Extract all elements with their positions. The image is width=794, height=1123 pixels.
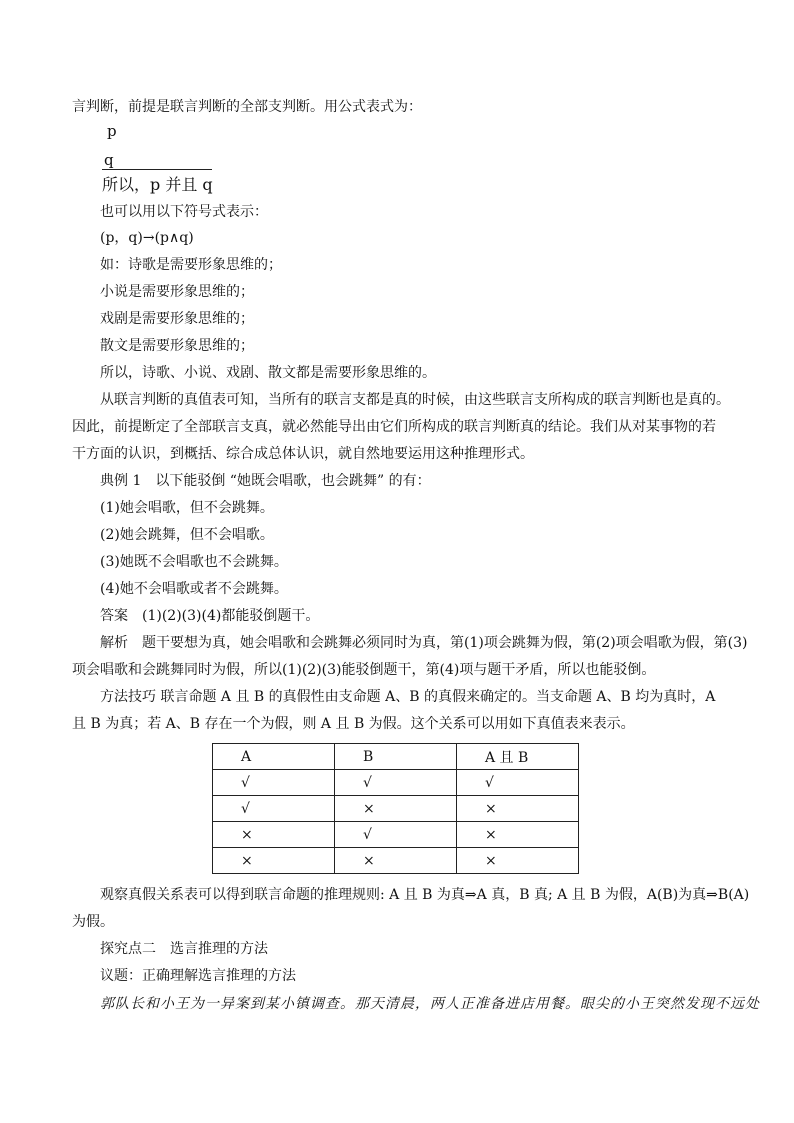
formula-conclusion: 所以，p 并且 q (102, 175, 213, 194)
table-cell: √ (213, 770, 335, 796)
table-cell: √ (457, 770, 579, 796)
table-header-cell: A 且 B (457, 744, 579, 770)
formula-divider (102, 169, 212, 170)
table-cell: × (457, 796, 579, 822)
table-header-cell: B (335, 744, 457, 770)
truth-paragraph-line-2: 因此，前提断定了全部联言支真，就必然能导出由它们所构成的联言判断真的结论。我们从对某事物的若 (72, 419, 716, 435)
answer: 答案 (1)(2)(3)(4)都能驳倒题干。 (100, 608, 320, 624)
table-header-cell: A (213, 744, 335, 770)
table-cell: × (213, 822, 335, 848)
example-line-2: 小说是需要形象思维的； (100, 284, 254, 300)
symbolic-intro: 也可以用以下符号式表示： (100, 204, 268, 220)
example-line-3: 戏剧是需要形象思维的； (100, 311, 254, 327)
section-heading: 探究点二 选言推理的方法 (100, 941, 268, 957)
table-cell: √ (213, 796, 335, 822)
option-1: (1)她会唱歌，但不会跳舞。 (100, 500, 274, 516)
table-cell: × (457, 822, 579, 848)
symbolic-formula: (p，q)→(p∧q) (100, 230, 194, 246)
method-line-2: 且 B 为真；若 A、B 存在一个为假，则 A 且 B 为假。这个关系可以用如下真值表来表示。 (72, 716, 635, 732)
truth-paragraph-line-1: 从联言判断的真值表可知，当所有的联言支都是真的时候，由这些联言支所构成的联言判断也是真的。 (100, 392, 730, 408)
truth-table (212, 743, 579, 874)
table-row (213, 822, 579, 848)
table-row (213, 770, 579, 796)
formula-premise-p: p (107, 122, 117, 140)
example-line-4: 散文是需要形象思维的； (100, 338, 254, 354)
observe-line-2: 为假。 (72, 914, 114, 930)
table-cell: × (457, 848, 579, 874)
table-cell: √ (335, 822, 457, 848)
option-3: (3)她既不会唱歌也不会跳舞。 (100, 554, 288, 570)
table-cell: × (335, 796, 457, 822)
table-header-row (213, 744, 579, 770)
table-row (213, 848, 579, 874)
table-cell: × (335, 848, 457, 874)
observe-line-1: 观察真假关系表可以得到联言命题的推理规则: A 且 B 为真⇒A 真，B 真; A 且 B 为假，A(B)为真⇒B(A) (100, 887, 750, 903)
story-line: 郭队长和小王为一异案到某小镇调查。那天清晨，两人正准备进店用餐。眼尖的小王突然发现不远处 (100, 996, 760, 1012)
truth-paragraph-line-3: 干方面的认识，到概括、综合成总体认识，就自然地要运用这种推理形式。 (72, 446, 534, 462)
intro-text: 言判断，前提是联言判断的全部支判断。用公式表式为： (72, 99, 422, 115)
option-2: (2)她会跳舞，但不会唱歌。 (100, 527, 274, 543)
formula-premise-q: q (104, 151, 114, 169)
method-line-1: 方法技巧 联言命题 A 且 B 的真假性由支命题 A、B 的真假来确定的。当支命题 A、B 均为真时，A (100, 689, 716, 705)
option-4: (4)她不会唱歌或者不会跳舞。 (100, 581, 288, 597)
example-conclusion: 所以，诗歌、小说、戏剧、散文都是需要形象思维的。 (100, 365, 436, 381)
table-row (213, 796, 579, 822)
table-cell: × (213, 848, 335, 874)
example-title: 典例 1 以下能驳倒 “她既会唱歌，也会跳舞” 的有： (100, 473, 431, 489)
table-cell: √ (335, 770, 457, 796)
analysis-line-2: 项会唱歌和会跳舞同时为假，所以(1)(2)(3)能驳倒题干，第(4)项与题干矛盾，所以也能驳倒。 (72, 662, 656, 678)
topic-line: 议题：正确理解选言推理的方法 (100, 968, 296, 984)
example-line-1: 如：诗歌是需要形象思维的； (100, 257, 282, 273)
analysis-line-1: 解析 题干要想为真，她会唱歌和会跳舞必须同时为真，第(1)项会跳舞为假，第(2)项会唱歌为假，第(3) (100, 635, 748, 651)
